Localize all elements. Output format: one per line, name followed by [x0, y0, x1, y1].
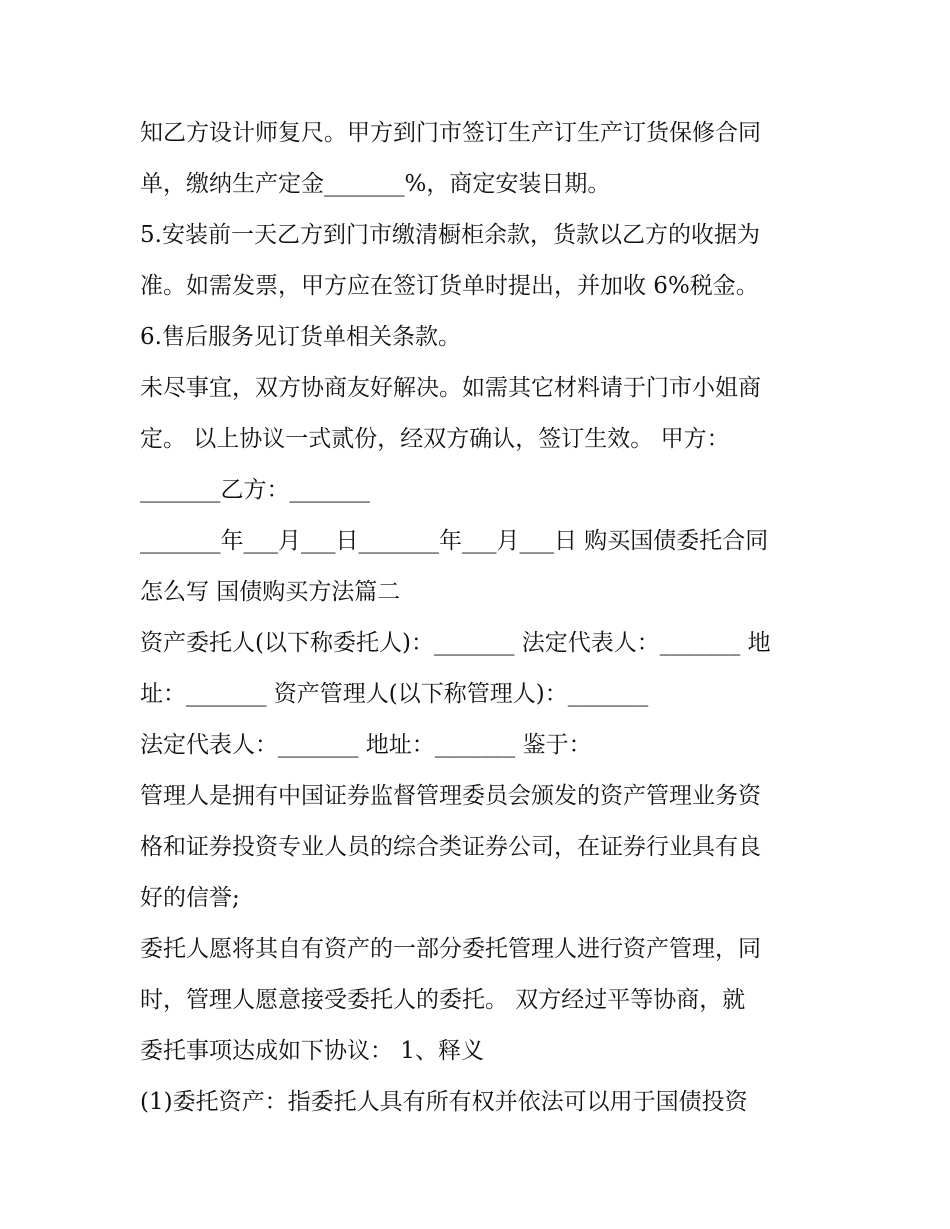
- text-line: 法定代表人：_______ 地址：_______ 鉴于：: [140, 732, 592, 758]
- text-line: 知乙方设计师复尺。甲方到门市签订生产订生产订货保修合同: [140, 120, 761, 146]
- text-line: (1)委托资产：指委托人具有所有权并依法可以用于国债投资: [140, 1089, 748, 1115]
- text-line: 时，管理人愿意接受委托人的委托。 双方经过平等协商，就: [140, 987, 746, 1013]
- text-line: 资产委托人(以下称委托人)：_______ 法定代表人：_______ 地: [140, 630, 771, 656]
- text-line: 委托事项达成如下协议： 1、释义: [140, 1038, 484, 1064]
- text-line: 6.售后服务见订货单相关条款。: [140, 324, 461, 350]
- document-body: [140, 108, 815, 1128]
- text-line: 址：_______ 资产管理人(以下称管理人)：_______: [140, 681, 649, 707]
- text-line: _______年___月___日_______年___月___日 购买国债委托合同: [140, 528, 769, 554]
- text-line: _______乙方：_______: [140, 477, 370, 503]
- text-line: 怎么写 国债购买方法篇二: [140, 579, 401, 605]
- text-line: 单，缴纳生产定金_______%，商定安装日期。: [140, 171, 611, 197]
- text-line: 委托人愿将其自有资产的一部分委托管理人进行资产管理，同: [140, 936, 761, 962]
- text-line: 未尽事宜，双方协商友好解决。如需其它材料请于门市小姐商: [140, 375, 761, 401]
- text-line: 准。如需发票，甲方应在签订货单时提出，并加收 6%税金。: [140, 273, 759, 299]
- text-line: 5.安装前一天乙方到门市缴清橱柜余款，货款以乙方的收据为: [140, 222, 760, 248]
- text-line: 管理人是拥有中国证券监督管理委员会颁发的资产管理业务资: [140, 783, 761, 809]
- text-line: 好的信誉;: [140, 885, 240, 911]
- text-line: 格和证券投资专业人员的综合类证券公司，在证券行业具有良: [140, 834, 761, 860]
- text-line: 定。 以上协议一式贰份，经双方确认，签订生效。 甲方：: [140, 426, 730, 452]
